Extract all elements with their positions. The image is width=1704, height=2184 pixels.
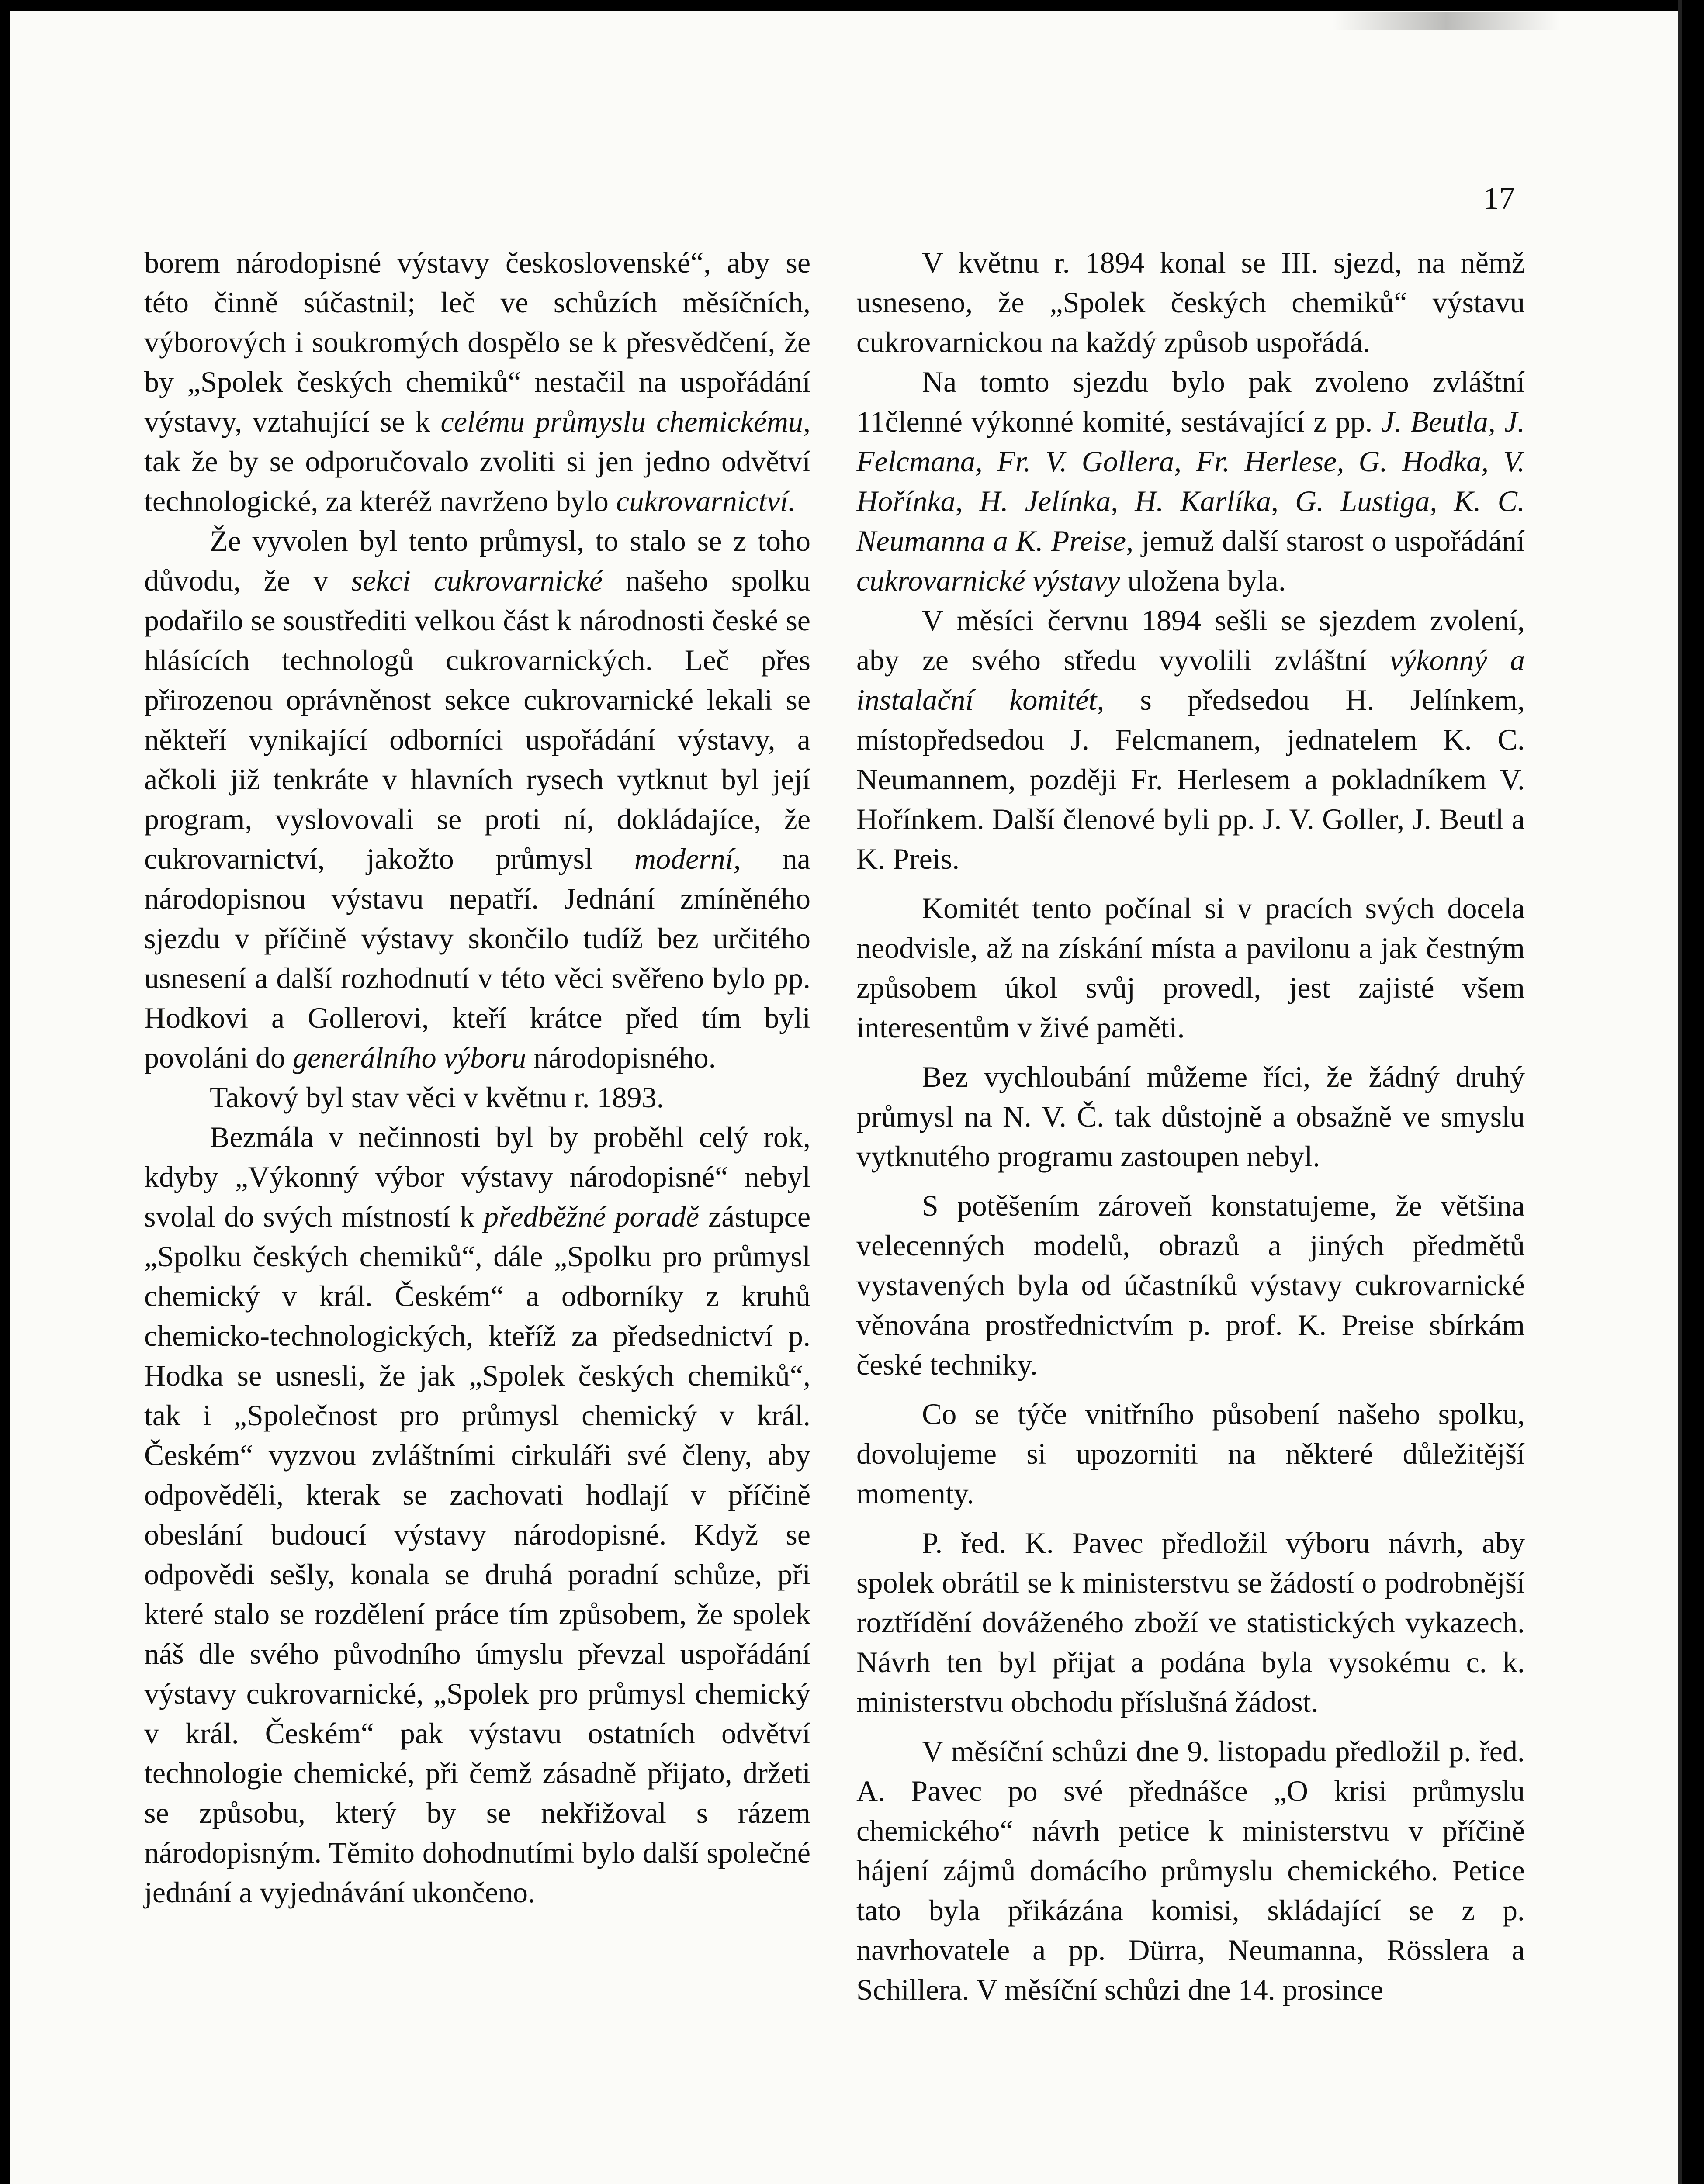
text-run: Že vyvolen byl tento průmysl, to stalo se z toho důvodu, že v — [144, 524, 810, 597]
paragraph — [144, 243, 810, 521]
left-text-column — [144, 243, 810, 1912]
paragraph — [856, 1057, 1525, 1176]
paragraph — [856, 1186, 1525, 1385]
scan-smudge — [1333, 12, 1560, 30]
italic-text-run: moderní, — [634, 842, 741, 875]
text-run: s předsedou H. Jelínkem, místopředsedou J. Felcmanem, jednatelem K. C. Neumannem, později Fr. Herlesem a pokladníkem V. Hořínkem. Další členové byli pp. J. V. Goller, J. Beutl a K. Preis. — [856, 683, 1525, 875]
page-number: 17 — [1483, 181, 1515, 216]
italic-text-run: výkonný a instalační komitét, — [856, 643, 1525, 716]
text-run: S potěšením zároveň konstatujeme, že většina velecenných modelů, obrazů a jiných předmětů vystavených byla od účastníků výstavy cukrovarnické věnována prostřednictvím p. prof. K. Preise sbírkám české techniky. — [856, 1189, 1525, 1381]
text-run: zástupce „Spolku českých chemiků“, dále „Spolku pro průmysl chemický v král. Českém“ a odborníky z kruhů chemicko-technologických, kteříž za předsednictví p. Hodka se usnesli, že jak „Spolek českých chemiků“, tak i „Společnost pro průmysl chemický v král. Českém“ vyzvou zvláštními cirkuláři své členy, aby odpověděli, kterak se zachovati hodlají v příčině obeslání budoucí výstavy národopisné. Když se odpovědi sešly, konala se druhá poradní schůze, při které stalo se rozdělení práce tím způsobem, že spolek náš dle svého původního úmyslu převzal uspořádání výstavy cukrovarnické, „Spolek pro průmysl chemický v král. Českém“ pak výstavu ostatních odvětví technologie chemické, při čemž zásadně přijato, držeti se způsobu, který by se nekřižoval s rázem národopisným. Těmito dohodnutími bylo další společné jednání a vyjednávání ukončeno. — [144, 1200, 810, 1909]
paragraph — [144, 1078, 810, 1117]
italic-text-run: celému průmyslu chemickému, — [440, 405, 810, 438]
paragraph — [856, 888, 1525, 1047]
paragraph — [856, 1394, 1525, 1514]
italic-text-run: sekci cukrovarnické — [351, 564, 603, 597]
scan-edge-right-shadow — [1678, 0, 1682, 2184]
text-run: uložena byla. — [1120, 564, 1286, 597]
italic-text-run: generálního výboru — [292, 1041, 526, 1074]
italic-text-run: J. Beutla, J. Felcmana, Fr. V. Gollera, Fr. Herlese, G. Hodka, V. Hořínka, H. Jelínka, H. Karlíka, G. Lustiga, K. C. Neumanna a K. Preise, — [856, 405, 1525, 557]
text-run: na národopisnou výstavu nepatří. Jednání zmíněného sjezdu v příčině výstavy skončilo tudíž bez určitého usnesení a další rozhodnutí v této věci svěřeno bylo pp. Hodkovi a Gollerovi, kteří krátce před tím byli povoláni do — [144, 842, 810, 1074]
text-run: P. řed. K. Pavec předložil výboru návrh, aby spolek obrátil se k ministerstvu se žádostí o podrobnější roztřídění dováženého zboží ve statistických vykazech. Návrh ten byl přijat a podána byla vysokému c. k. ministerstvu obchodu příslušná žádost. — [856, 1526, 1525, 1718]
scan-edge-right — [1682, 0, 1704, 2184]
text-run: V květnu r. 1894 konal se III. sjezd, na němž usneseno, že „Spolek českých chemiků“ výstavu cukrovarnickou na každý způsob uspořádá. — [856, 246, 1525, 359]
text-run: V měsíční schůzi dne 9. listopadu předložil p. řed. A. Pavec po své přednášce „O krisi průmyslu chemického“ návrh petice k ministerstvu v příčině hájení zájmů domácího průmyslu chemického. Petice tato byla přikázána komisi, skládající se z p. navrhovatele a pp. Dürra, Neumanna, Rösslera a Schillera. V měsíční schůzi dne 14. prosince — [856, 1735, 1525, 2006]
text-run: borem národopisné výstavy československé“, aby se této činně súčastnil; leč ve schůzích měsíčních, výborových i soukromých dospělo se k přesvědčení, že by „Spolek českých chemiků“ nestačil na uspořádání výstavy, vztahující se k — [144, 246, 810, 438]
paragraph — [856, 362, 1525, 601]
text-run: našeho spolku podařilo se soustřediti velkou část k národnosti české se hlásících technologů cukrovarnických. Leč přes přirozenou oprávněnost sekce cukrovarnické lekali se někteří vynikající odborníci uspořádání výstavy, a ačkoli již tenkráte v hlavních rysech vytknut byl její program, vyslovovali se proti ní, dokládajíce, že cukrovarnictví, jakožto průmysl — [144, 564, 810, 875]
text-run: Co se týče vnitřního působení našeho spolku, dovolujeme si upozorniti na některé důležitější momenty. — [856, 1397, 1525, 1510]
paragraph — [856, 1523, 1525, 1722]
text-run: Bezmála v nečinnosti byl by proběhl celý rok, kdyby „Výkonný výbor výstavy národopisné“ nebyl svolal do svých místností k — [144, 1120, 810, 1233]
right-text-column — [856, 243, 1525, 2010]
text-run: národopisného. — [526, 1041, 716, 1074]
text-run: Bez vychloubání můžeme říci, že žádný druhý průmysl na N. V. Č. tak důstojně a obsažně ve smyslu vytknutého programu zastoupen nebyl. — [856, 1060, 1525, 1173]
italic-text-run: předběžné poradě — [483, 1200, 700, 1233]
italic-text-run: cukrovarnické výstavy — [856, 564, 1120, 597]
italic-text-run: cukrovarnictví. — [616, 484, 796, 518]
scan-edge-left — [0, 0, 10, 2184]
text-run: Komitét tento počínal si v pracích svých docela neodvisle, až na získání místa a pavilonu a jak čestným způsobem úkol svůj provedl, jest zajisté všem interesentům v živé paměti. — [856, 892, 1525, 1044]
text-run: tak že by se odporučovalo zvoliti si jen jedno odvětví technologické, za kteréž navrženo bylo — [144, 445, 810, 518]
paragraph — [144, 1117, 810, 1912]
paragraph — [856, 1731, 1525, 2010]
text-run: Takový byl stav věci v květnu r. 1893. — [210, 1081, 664, 1114]
paragraph — [856, 601, 1525, 879]
text-run: jemuž další starost o uspořádání — [1133, 524, 1525, 557]
text-run: V měsíci červnu 1894 sešli se sjezdem zvolení, aby ze svého středu vyvolili zvláštní — [856, 604, 1525, 677]
paragraph — [856, 243, 1525, 362]
scan-edge-top — [0, 0, 1704, 11]
text-run: Na tomto sjezdu bylo pak zvoleno zvláštní 11členné výkonné komité, sestávající z pp. — [856, 365, 1525, 438]
paragraph — [144, 521, 810, 1078]
